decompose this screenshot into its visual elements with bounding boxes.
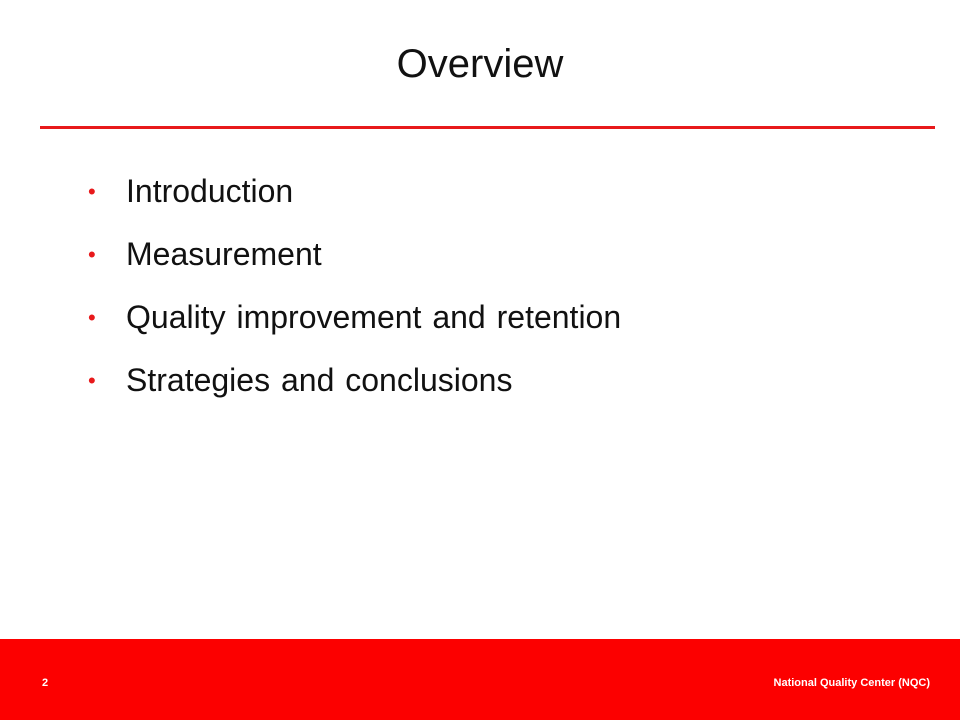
- bullet-dot-icon: •: [88, 241, 96, 267]
- bullet-item-strategies: [88, 349, 621, 412]
- bullet-item-quality-improvement: [88, 286, 621, 349]
- bullet-dot-icon: •: [88, 178, 96, 204]
- slide-number: 2: [42, 677, 49, 689]
- bullet-text: Measurement: [126, 236, 322, 272]
- bullet-text: Strategies and conclusions: [126, 362, 513, 398]
- bullet-dot-icon: •: [88, 367, 96, 393]
- bullet-list: [88, 160, 621, 412]
- bullet-text: Introduction: [126, 173, 294, 209]
- footer-bar: [0, 639, 960, 720]
- bullet-text: Quality improvement and retention: [126, 299, 622, 335]
- footer-organization: National Quality Center (NQC): [773, 677, 930, 689]
- bullet-item-introduction: [88, 160, 621, 223]
- title-divider: [40, 126, 935, 129]
- bullet-item-measurement: [88, 223, 621, 286]
- slide-title: Overview: [396, 42, 564, 86]
- bullet-dot-icon: •: [88, 304, 96, 330]
